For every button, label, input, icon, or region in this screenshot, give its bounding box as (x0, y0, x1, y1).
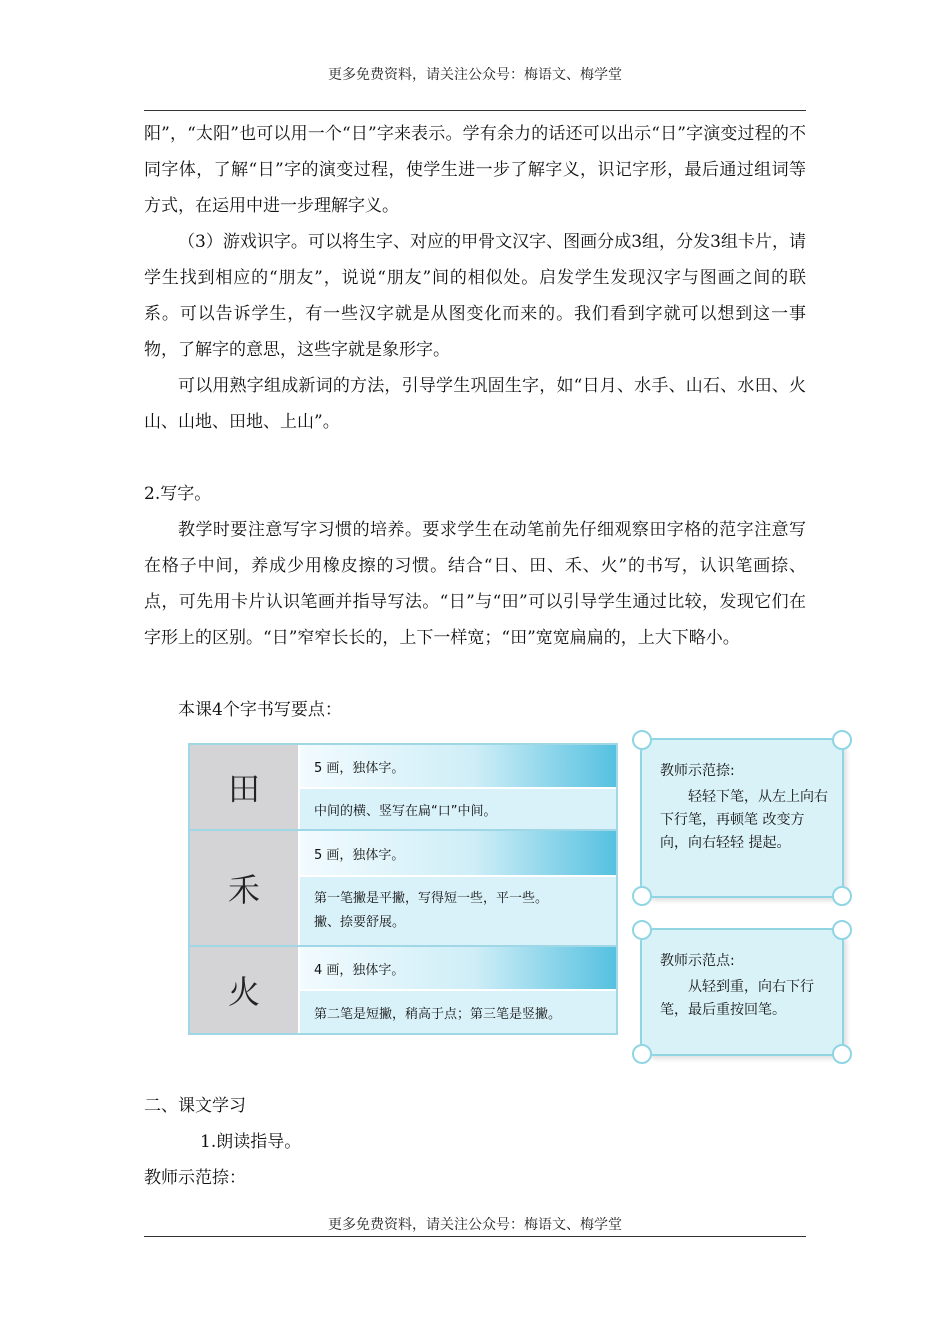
footer-rule (144, 1236, 806, 1237)
row-note-line: 撇、捺要舒展。 (314, 915, 406, 930)
callout-corner (832, 886, 852, 906)
paragraph-5: 本课4个字书写要点： (178, 700, 342, 720)
table-row-he (190, 831, 616, 945)
callout-corner (832, 1044, 852, 1064)
table-row-huo (190, 947, 616, 1033)
callout-corner (832, 920, 852, 940)
row-note-2 (300, 875, 616, 945)
callout-body: 轻轻下笔，从左上向右下行笔，再顿笔 改变方向，向右轻轻 提起。 (660, 789, 828, 851)
page-header: 更多免费资料，请关注公众号：梅语文、梅学堂 (328, 67, 622, 83)
paragraph-last: 教师示范捺： (144, 1168, 246, 1188)
callout-dian-stroke (640, 928, 844, 1056)
section-heading-writing: 2.写字。 (144, 484, 212, 504)
char-cell: 田 (190, 745, 300, 829)
paragraph-4: 教学时要注意写字习惯的培养。要求学生在动笔前先仔细观察田字格的范字注意写在格子中间，养成少用橡皮擦的习惯。结合“日、田、禾、火”的书写，认识笔画捺、点，可先用卡片认识笔画并指导写法。“日”与“田”可以引导学生通过比较，发现它们在字形上的区别。“日”窄窄长长的，上下一样宽；“田”宽宽扁扁的，上大下略小。 (144, 520, 806, 648)
row-note-1: 5 画，独体字。 (300, 831, 616, 875)
row-note-1: 5 画，独体字。 (300, 745, 616, 787)
paragraph-1: 阳”，“太阳”也可以用一个“日”字来表示。学有余力的话还可以出示“日”字演变过程的不同字体，了解“日”字的演变过程，使学生进一步了解字义，识记字形，最后通过组词等方式，在运用中进一步理解字义。 (144, 124, 806, 216)
callout-na-stroke (640, 738, 844, 898)
writing-points-table (188, 743, 618, 1035)
row-note-2: 中间的横、竖写在扁“口”中间。 (300, 787, 616, 829)
callout-body: 从轻到重，向右下行笔，最后重按回笔。 (660, 979, 814, 1018)
callout-title: 教师示范捺: (660, 763, 735, 779)
row-note-line: 第一笔撇是平撇，写得短一些，平一些。 (314, 891, 549, 906)
callout-title: 教师示范点: (660, 953, 735, 969)
row-note-2: 第二笔是短撇，稍高于点；第三笔是竖撇。 (300, 989, 616, 1033)
char-cell: 禾 (190, 831, 300, 945)
paragraph-2: （3）游戏识字。可以将生字、对应的甲骨文汉字、图画分成3组，分发3组卡片，请学生找到相应的“朋友”，说说“朋友”间的相似处。启发学生发现汉字与图画之间的联系。可以告诉学生，有一些汉字就是从图变化而来的。我们看到字就可以想到这一事物，了解字的意思，这些字就是象形字。 (144, 232, 806, 360)
char-cell: 火 (190, 947, 300, 1033)
row-note-1: 4 画，独体字。 (300, 947, 616, 989)
page-footer: 更多免费资料，请关注公众号：梅语文、梅学堂 (328, 1217, 622, 1233)
callout-corner (832, 730, 852, 750)
table-row-tian (190, 745, 616, 829)
callout-corner (632, 886, 652, 906)
list-item-reading: 1.朗读指导。 (200, 1132, 302, 1152)
callout-corner (632, 1044, 652, 1064)
callout-corner (632, 920, 652, 940)
header-rule (144, 110, 806, 111)
callout-corner (632, 730, 652, 750)
paragraph-3: 可以用熟字组成新词的方法，引导学生巩固生字，如“日月、水手、山石、水田、火山、山地、田地、上山”。 (144, 376, 806, 432)
section-heading-text-study: 二、课文学习 (144, 1096, 246, 1116)
